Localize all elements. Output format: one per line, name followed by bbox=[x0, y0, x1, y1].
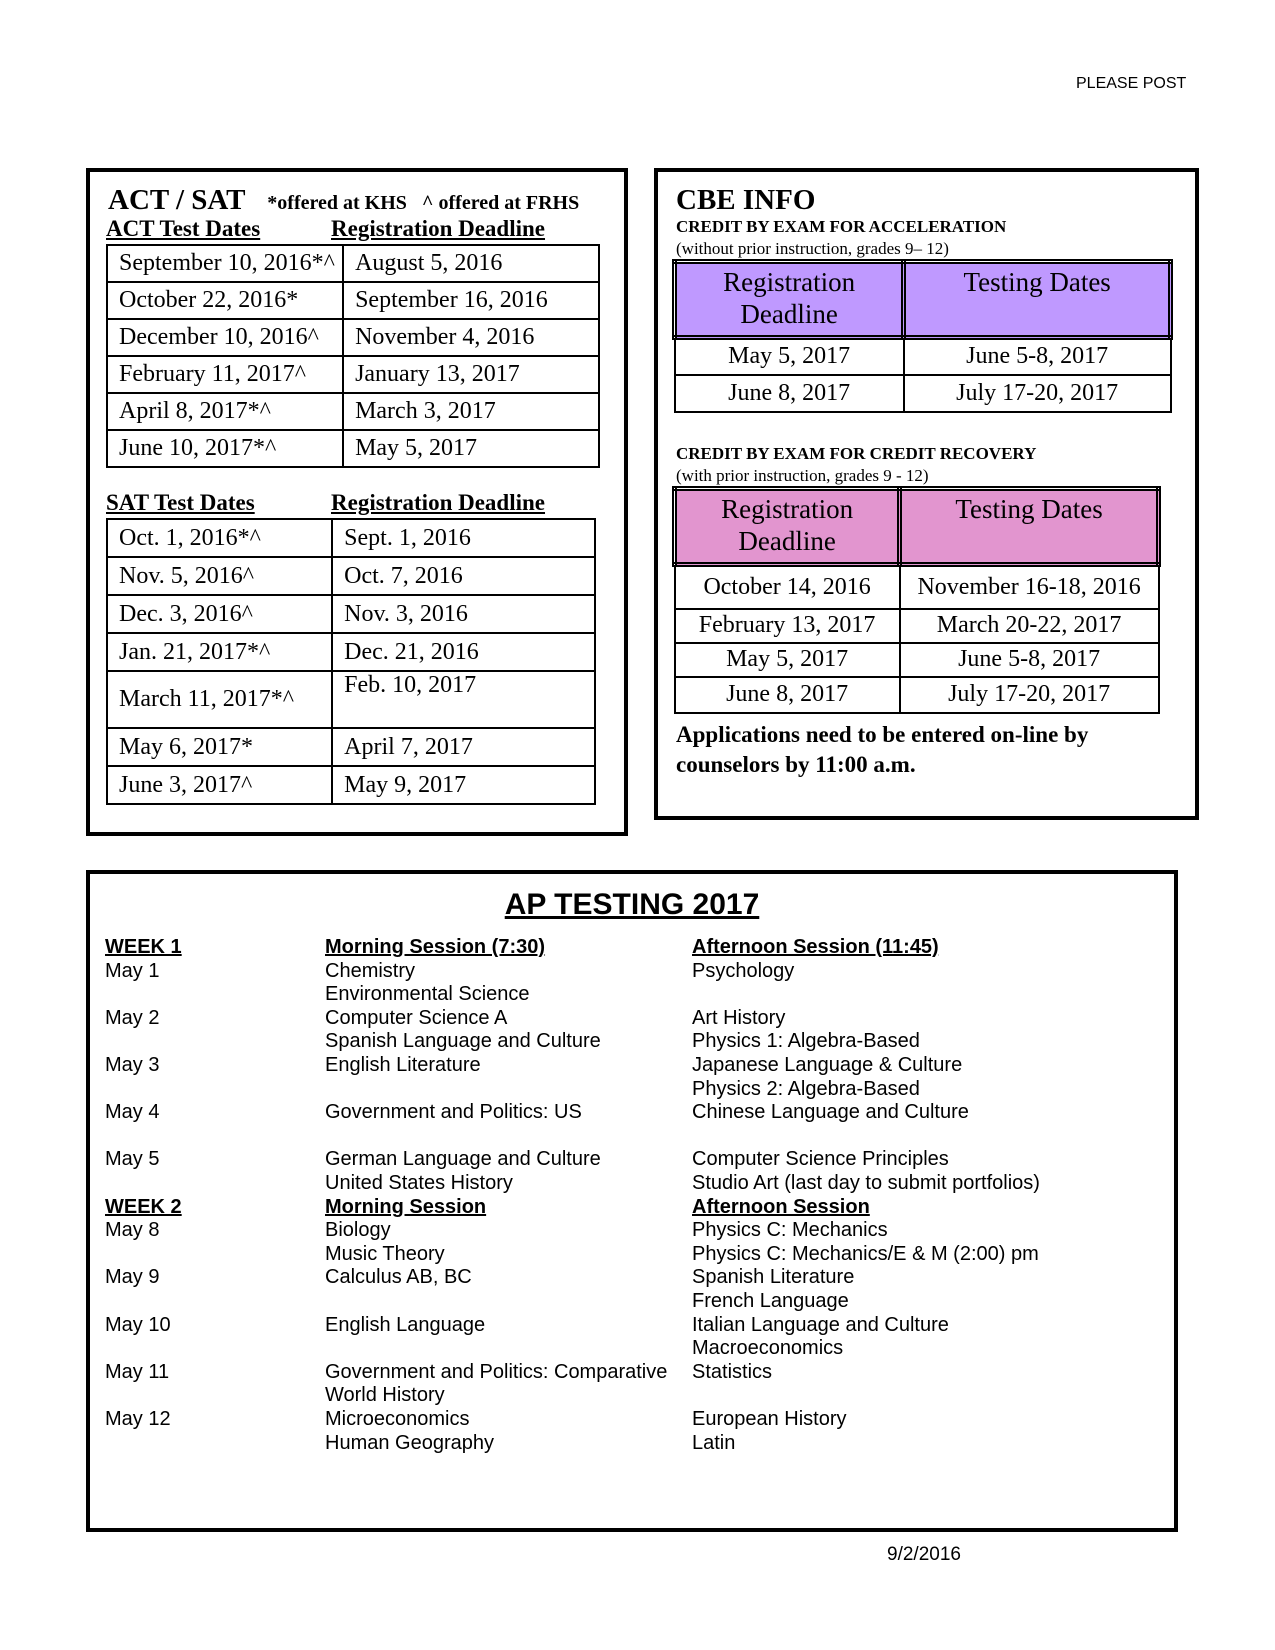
sat-test-date: March 11, 2017*^ bbox=[107, 671, 332, 728]
ap-afternoon-exam: Japanese Language & Culture bbox=[692, 1054, 963, 1076]
cbe-accel-note: (without prior instruction, grades 9– 12) bbox=[676, 239, 949, 258]
cbe-recovery-row bbox=[675, 565, 1159, 609]
act-row bbox=[107, 282, 599, 319]
act-test-date: April 8, 2017*^ bbox=[107, 393, 343, 430]
cbe-recovery-col2-header: Testing Dates bbox=[900, 489, 1159, 565]
sat-dates-table bbox=[106, 518, 596, 805]
cbe-title: CBE INFO bbox=[676, 184, 816, 216]
sat-row bbox=[107, 595, 595, 633]
ap-week1-label: WEEK 1 bbox=[105, 936, 182, 958]
act-test-date: September 10, 2016*^ bbox=[107, 245, 343, 282]
cbe-recovery-deadline: February 13, 2017 bbox=[675, 609, 900, 643]
ap-afternoon-exam: Statistics bbox=[692, 1360, 773, 1383]
ap-afternoon-exam: Italian Language and Culture bbox=[692, 1313, 949, 1336]
ap-afternoon-exam: Psychology bbox=[692, 959, 795, 982]
cbe-accel-table bbox=[672, 259, 1173, 413]
ap-morning-exam: Spanish Language and Culture bbox=[325, 1030, 601, 1053]
sat-test-date: Nov. 5, 2016^ bbox=[107, 557, 332, 595]
sat-row bbox=[107, 519, 595, 557]
sat-row bbox=[107, 728, 595, 766]
ap-afternoon-exam: Physics C: Mechanics/E & M (2:00) pm bbox=[692, 1242, 1039, 1265]
sat-dates-header: SAT Test Dates bbox=[106, 490, 255, 515]
act-row bbox=[107, 356, 599, 393]
act-row bbox=[107, 319, 599, 356]
ap-exam-day: May 5 bbox=[105, 1148, 160, 1171]
cbe-accel-testing-dates: June 5-8, 2017 bbox=[904, 338, 1171, 375]
cbe-accel-deadline: June 8, 2017 bbox=[675, 375, 904, 412]
cbe-recovery-testing-dates: March 20-22, 2017 bbox=[900, 609, 1159, 643]
ap-exam-day: May 11 bbox=[105, 1360, 170, 1383]
act-sat-location-note: *offered at KHS ^ offered at FRHS bbox=[267, 192, 580, 214]
cbe-recovery-deadline: October 14, 2016 bbox=[675, 565, 900, 609]
ap-exam-day: May 4 bbox=[105, 1101, 160, 1124]
sat-test-date: June 3, 2017^ bbox=[107, 766, 332, 804]
act-deadline: March 3, 2017 bbox=[343, 393, 599, 430]
ap-afternoon-exam: European History bbox=[692, 1408, 847, 1430]
ap-afternoon-exam: Physics 2: Algebra-Based bbox=[692, 1077, 920, 1100]
ap-week2-label: WEEK 2 bbox=[105, 1195, 182, 1218]
ap-afternoon-exam: Computer Science Principles bbox=[692, 1148, 949, 1171]
ap-morning-exam: Microeconomics bbox=[325, 1408, 470, 1430]
ap-afternoon-exam: Spanish Literature bbox=[692, 1266, 855, 1289]
sat-deadline: Dec. 21, 2016 bbox=[332, 633, 595, 671]
revision-date: 9/2/2016 bbox=[887, 1544, 961, 1565]
sat-deadline: May 9, 2017 bbox=[332, 766, 595, 804]
cbe-accel-testing-dates: July 17-20, 2017 bbox=[904, 375, 1171, 412]
ap-morning-exam: Government and Politics: Comparative bbox=[325, 1360, 668, 1383]
sat-row bbox=[107, 633, 595, 671]
ap-exam-day: May 12 bbox=[105, 1408, 171, 1430]
act-deadline: September 16, 2016 bbox=[343, 282, 599, 319]
ap-exam-day: May 10 bbox=[105, 1313, 171, 1336]
cbe-recovery-note: (with prior instruction, grades 9 - 12) bbox=[676, 466, 929, 485]
ap-morning-exam: Music Theory bbox=[325, 1242, 445, 1265]
sat-test-date: May 6, 2017* bbox=[107, 728, 332, 766]
act-deadline-header: Registration Deadline bbox=[331, 216, 546, 241]
cbe-recovery-testing-dates: July 17-20, 2017 bbox=[900, 677, 1159, 713]
ap-week2-afternoon-header: Afternoon Session bbox=[692, 1195, 870, 1218]
cbe-recovery-row bbox=[675, 677, 1159, 713]
cbe-recovery-row bbox=[675, 643, 1159, 677]
sat-deadline: April 7, 2017 bbox=[332, 728, 595, 766]
ap-morning-exam: English Literature bbox=[325, 1054, 481, 1076]
ap-afternoon-exam: Physics 1: Algebra-Based bbox=[692, 1030, 920, 1053]
ap-afternoon-exam: Physics C: Mechanics bbox=[692, 1219, 888, 1242]
sat-test-date: Jan. 21, 2017*^ bbox=[107, 633, 332, 671]
sat-row bbox=[107, 766, 595, 804]
cbe-accel-row bbox=[675, 375, 1171, 412]
ap-morning-exam: Chemistry bbox=[325, 959, 416, 982]
cbe-accel-row bbox=[675, 338, 1171, 375]
ap-exam-day: May 3 bbox=[105, 1054, 160, 1076]
act-sat-title: ACT / SAT *offered at KHS ^ offered at FRHS bbox=[108, 184, 580, 216]
ap-exam-day: May 8 bbox=[105, 1219, 160, 1242]
sat-deadline: Sept. 1, 2016 bbox=[332, 519, 595, 557]
cbe-recovery-row bbox=[675, 609, 1159, 643]
sat-deadline: Oct. 7, 2016 bbox=[332, 557, 595, 595]
cbe-recovery-deadline: May 5, 2017 bbox=[675, 643, 900, 677]
act-sat-panel bbox=[86, 168, 628, 836]
act-deadline: November 4, 2016 bbox=[343, 319, 599, 356]
act-deadline: August 5, 2016 bbox=[343, 245, 599, 282]
ap-title: AP TESTING 2017 bbox=[504, 888, 760, 921]
cbe-panel bbox=[654, 168, 1199, 820]
ap-morning-exam: Calculus AB, BC bbox=[325, 1266, 472, 1289]
act-row bbox=[107, 430, 599, 467]
ap-morning-exam: English Language bbox=[325, 1313, 486, 1336]
act-test-date: December 10, 2016^ bbox=[107, 319, 343, 356]
sat-deadline: Feb. 10, 2017 bbox=[332, 671, 595, 728]
ap-week2-morning-header: Morning Session bbox=[325, 1195, 487, 1218]
ap-week1-afternoon-header: Afternoon Session (11:45) bbox=[692, 936, 939, 958]
sat-row bbox=[107, 557, 595, 595]
ap-afternoon-exam: French Language bbox=[692, 1290, 849, 1312]
ap-morning-exam: World History bbox=[325, 1384, 445, 1407]
ap-afternoon-exam: Chinese Language and Culture bbox=[692, 1101, 969, 1124]
ap-afternoon-exam: Art History bbox=[692, 1006, 786, 1029]
cbe-recovery-heading: CREDIT BY EXAM FOR CREDIT RECOVERY bbox=[676, 444, 1037, 463]
ap-morning-exam: German Language and Culture bbox=[325, 1148, 601, 1171]
ap-morning-exam: Biology bbox=[325, 1219, 391, 1242]
act-deadline: May 5, 2017 bbox=[343, 430, 599, 467]
ap-week1-morning-header: Morning Session (7:30) bbox=[325, 936, 546, 958]
ap-exam-day: May 9 bbox=[105, 1266, 160, 1289]
act-deadline: January 13, 2017 bbox=[343, 356, 599, 393]
please-post-label: PLEASE POST bbox=[1076, 75, 1187, 92]
cbe-recovery-testing-dates: June 5-8, 2017 bbox=[900, 643, 1159, 677]
ap-testing-panel bbox=[86, 870, 1178, 1532]
cbe-accel-col1-header: Registration Deadline bbox=[675, 262, 904, 338]
cbe-accel-col2-header: Testing Dates bbox=[904, 262, 1171, 338]
ap-morning-exam: Computer Science A bbox=[325, 1006, 508, 1029]
ap-afternoon-exam: Latin bbox=[692, 1431, 736, 1454]
ap-exam-day: May 1 bbox=[105, 959, 160, 982]
sat-test-date: Oct. 1, 2016*^ bbox=[107, 519, 332, 557]
cbe-recovery-deadline: June 8, 2017 bbox=[675, 677, 900, 713]
act-dates-header: ACT Test Dates bbox=[106, 216, 261, 241]
cbe-accel-heading: CREDIT BY EXAM FOR ACCELERATION bbox=[676, 217, 1007, 236]
cbe-recovery-testing-dates: November 16-18, 2016 bbox=[900, 565, 1159, 609]
sat-row bbox=[107, 671, 595, 728]
act-dates-table bbox=[106, 244, 600, 468]
sat-deadline: Nov. 3, 2016 bbox=[332, 595, 595, 633]
ap-morning-exam: Human Geography bbox=[325, 1431, 494, 1454]
ap-morning-exam: Environmental Science bbox=[325, 983, 530, 1006]
sat-test-date: Dec. 3, 2016^ bbox=[107, 595, 332, 633]
cbe-accel-deadline: May 5, 2017 bbox=[675, 338, 904, 375]
cbe-application-note: Applications need to be entered on-line by counselors by 11:00 a.m. bbox=[676, 722, 1089, 777]
ap-afternoon-exam: Macroeconomics bbox=[692, 1337, 844, 1360]
act-test-date: October 22, 2016* bbox=[107, 282, 343, 319]
ap-morning-exam: Government and Politics: US bbox=[325, 1101, 582, 1124]
act-test-date: February 11, 2017^ bbox=[107, 356, 343, 393]
act-row bbox=[107, 393, 599, 430]
act-row bbox=[107, 245, 599, 282]
ap-exam-day: May 2 bbox=[105, 1006, 160, 1029]
act-test-date: June 10, 2017*^ bbox=[107, 430, 343, 467]
ap-morning-exam: United States History bbox=[325, 1172, 513, 1194]
cbe-recovery-col1-header: Registration Deadline bbox=[675, 489, 900, 565]
cbe-recovery-table bbox=[672, 486, 1161, 714]
sat-deadline-header: Registration Deadline bbox=[331, 490, 546, 515]
ap-afternoon-exam: Studio Art (last day to submit portfolios) bbox=[692, 1172, 1040, 1194]
